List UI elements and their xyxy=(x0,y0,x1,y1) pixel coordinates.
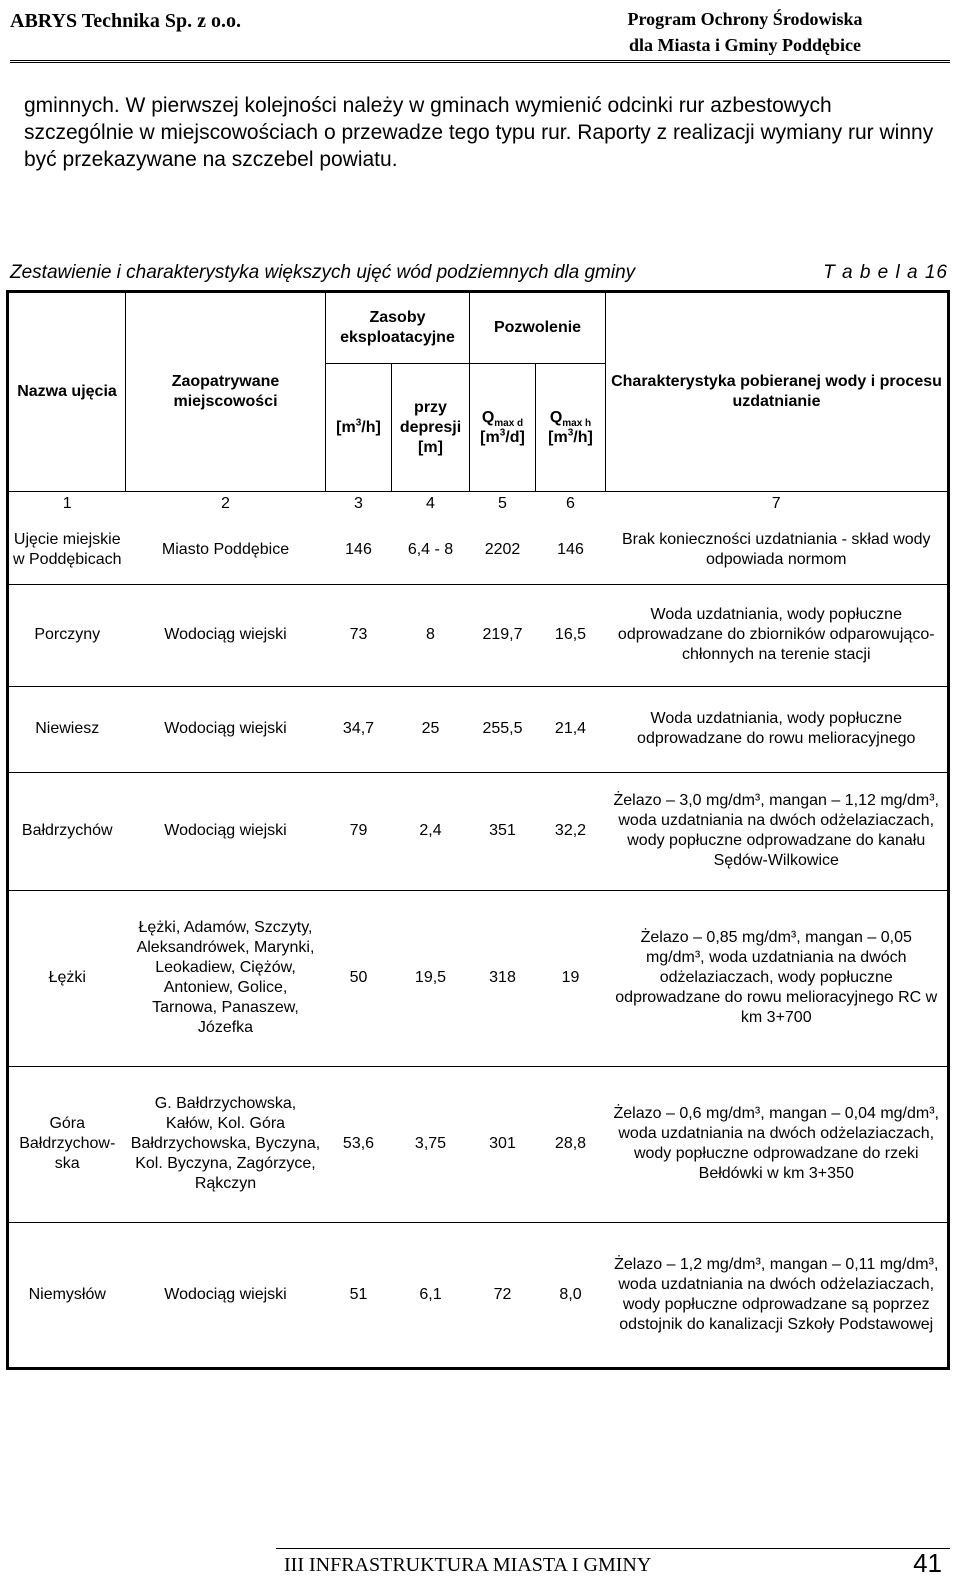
water-intakes-table xyxy=(6,290,950,1370)
cell-resources: 146 xyxy=(345,540,372,558)
intro-paragraph: gminnych. W pierwszej kolejności należy w gminach wymienić odcinki rur azbestowych szczególnie w miejscowościach o przewadze tego typu rur. Raporty z realizacji wymiany rur winny być przekazywane na szczebel powiatu. xyxy=(24,94,934,171)
table-caption xyxy=(10,262,948,284)
cell-qmaxd: 72 xyxy=(493,1285,512,1303)
cell-resources: 79 xyxy=(349,822,368,839)
page-number: 41 xyxy=(913,1548,942,1578)
cell-qmaxd: 351 xyxy=(489,822,516,839)
document-title-line2: dla Miasta i Gminy Poddębice xyxy=(628,35,861,55)
company-name: ABRYS Technika Sp. z o.o. xyxy=(10,10,242,32)
cell-resources: 51 xyxy=(349,1285,368,1303)
cell-character: Żelazo – 0,85 mg/dm³, mangan – 0,05 mg/dm³, woda uzdatniania na dwóch odżelaziaczach, wody popłuczne odprowadzane do rowu melioracyjnego RC w km 3+700 xyxy=(615,929,938,1026)
col-number: 3 xyxy=(354,495,363,512)
table-row xyxy=(8,1066,949,1222)
header-character: Charakterystyka pobieranej wody i procesu uzdatnianie xyxy=(606,292,949,492)
column-numbers-row xyxy=(8,492,949,517)
cell-qmaxh: 21,4 xyxy=(554,720,587,737)
header-depression: przy depresji [m] xyxy=(392,364,470,492)
header-qmaxd: $Q_{max d}$ $[m^3/d]$ xyxy=(470,364,536,492)
cell-qmaxh: 16,5 xyxy=(554,626,587,643)
cell-name: Niemysłów xyxy=(28,1285,106,1303)
header-divider xyxy=(10,60,950,63)
cell-places: G. Bałdrzychowska, Kałów, Kol. Góra Bałdrzychowska, Byczyna, Kol. Byczyna, Zagórzyce, Rąkczyn xyxy=(130,1095,321,1192)
col-number: 7 xyxy=(771,495,781,512)
cell-character: Woda uzdatniania, wody popłuczne odprowadzane do zbiorników odparowująco-chłonnych na terenie stacji xyxy=(617,606,935,663)
cell-depression: 19,5 xyxy=(414,969,447,986)
cell-name: Łężki xyxy=(48,969,86,986)
cell-qmaxd: 318 xyxy=(489,969,516,986)
cell-places: Wodociąg wiejski xyxy=(164,720,287,737)
page-header xyxy=(0,6,960,60)
cell-qmaxd: 301 xyxy=(489,1135,516,1152)
footer-section: III INFRASTRUKTURA MIASTA I GMINY xyxy=(284,1554,652,1576)
cell-name: Niewiesz xyxy=(35,720,100,737)
cell-character: Żelazo – 0,6 mg/dm³, mangan – 0,04 mg/dm³, woda uzdatniania na dwóch odżelaziaczach, wody popłuczne odprowadzane do rzeki Bełdówki w km 3+350 xyxy=(613,1105,939,1182)
header-places: Zaopatrywane miejscowości xyxy=(126,292,326,492)
cell-character: Woda uzdatniania, wody popłuczne odprowadzane do rowu melioracyjnego xyxy=(637,710,916,747)
header-permit: Pozwolenie xyxy=(470,292,606,364)
cell-qmaxh: 32,2 xyxy=(554,822,587,839)
cell-depression: 25 xyxy=(421,720,440,737)
cell-depression: 6,1 xyxy=(419,1285,442,1303)
col-number: 5 xyxy=(498,495,507,512)
table-row xyxy=(8,686,949,772)
col-number: 1 xyxy=(62,495,72,512)
cell-qmaxd: 255,5 xyxy=(482,720,523,737)
table-row xyxy=(8,584,949,686)
cell-depression: 8 xyxy=(426,626,435,643)
document-title-line1: Program Ochrony Środowiska xyxy=(627,9,863,29)
cell-qmaxd: 2202 xyxy=(484,540,521,558)
header-qmaxh: $Q_{max h}$ $[m^3/h]$ xyxy=(536,364,606,492)
cell-name: Porczyny xyxy=(34,626,101,643)
col-number: 6 xyxy=(566,495,575,512)
cell-qmaxd: 219,7 xyxy=(482,626,523,643)
cell-depression: 3,75 xyxy=(414,1135,447,1152)
cell-character: Żelazo – 3,0 mg/dm³, mangan – 1,12 mg/dm³, woda uzdatniania na dwóch odżelaziaczach, wody popłuczne odprowadzane do kanału Sędów-Wilkowice xyxy=(613,792,939,869)
cell-qmaxh: 8,0 xyxy=(559,1285,582,1303)
table-row xyxy=(8,890,949,1066)
cell-name: Ujęcie miejskie w Poddębicach xyxy=(13,530,122,568)
table-row xyxy=(8,772,949,890)
header-resources: Zasoby eksploatacyjne xyxy=(326,292,470,364)
cell-places: Wodociąg wiejski xyxy=(164,626,287,643)
col-number: 4 xyxy=(426,495,435,512)
table-row xyxy=(8,1222,949,1368)
cell-resources: 73 xyxy=(349,626,368,643)
cell-places: Wodociąg wiejski xyxy=(164,1285,287,1303)
col-number: 2 xyxy=(221,495,230,512)
cell-character: Brak konieczności uzdatniania - skład wody odpowiada normom xyxy=(621,530,931,568)
table-caption-title: Zestawienie i charakterystyka większych ujęć wód podziemnych dla gminy xyxy=(10,262,636,283)
cell-resources: 34,7 xyxy=(342,720,375,737)
table-number: T a b e l a 16 xyxy=(823,262,948,283)
cell-places: Wodociąg wiejski xyxy=(164,822,287,839)
cell-qmaxh: 146 xyxy=(557,540,584,558)
header-name: Nazwa ujęcia xyxy=(17,383,117,400)
cell-places: Miasto Poddębice xyxy=(161,540,290,558)
cell-name: Góra Bałdrzychow-ska xyxy=(19,1115,116,1172)
table-row xyxy=(8,516,949,584)
header-res-unit: $[m^3/h]$ xyxy=(326,364,392,492)
footer-divider xyxy=(276,1548,950,1549)
cell-depression: 2,4 xyxy=(419,822,442,839)
cell-resources: 53,6 xyxy=(342,1135,375,1152)
cell-character: Żelazo – 1,2 mg/dm³, mangan – 0,11 mg/dm³, woda uzdatniania na dwóch odżelaziaczach, wody popłuczne odprowadzane są poprzez odstojnik do kanalizacji Szkoły Podstawowej xyxy=(614,1255,939,1333)
cell-name: Bałdrzychów xyxy=(21,822,113,839)
cell-qmaxh: 28,8 xyxy=(554,1135,587,1152)
document-title xyxy=(627,6,862,58)
cell-qmaxh: 19 xyxy=(561,969,580,986)
cell-resources: 50 xyxy=(349,969,368,986)
cell-depression: 6,4 - 8 xyxy=(407,540,454,558)
cell-places: Łężki, Adamów, Szczyty, Aleksandrówek, Marynki, Leokadiew, Ciężów, Antoniew, Golice, Tarnowa, Panaszew, Józefka xyxy=(136,919,315,1036)
